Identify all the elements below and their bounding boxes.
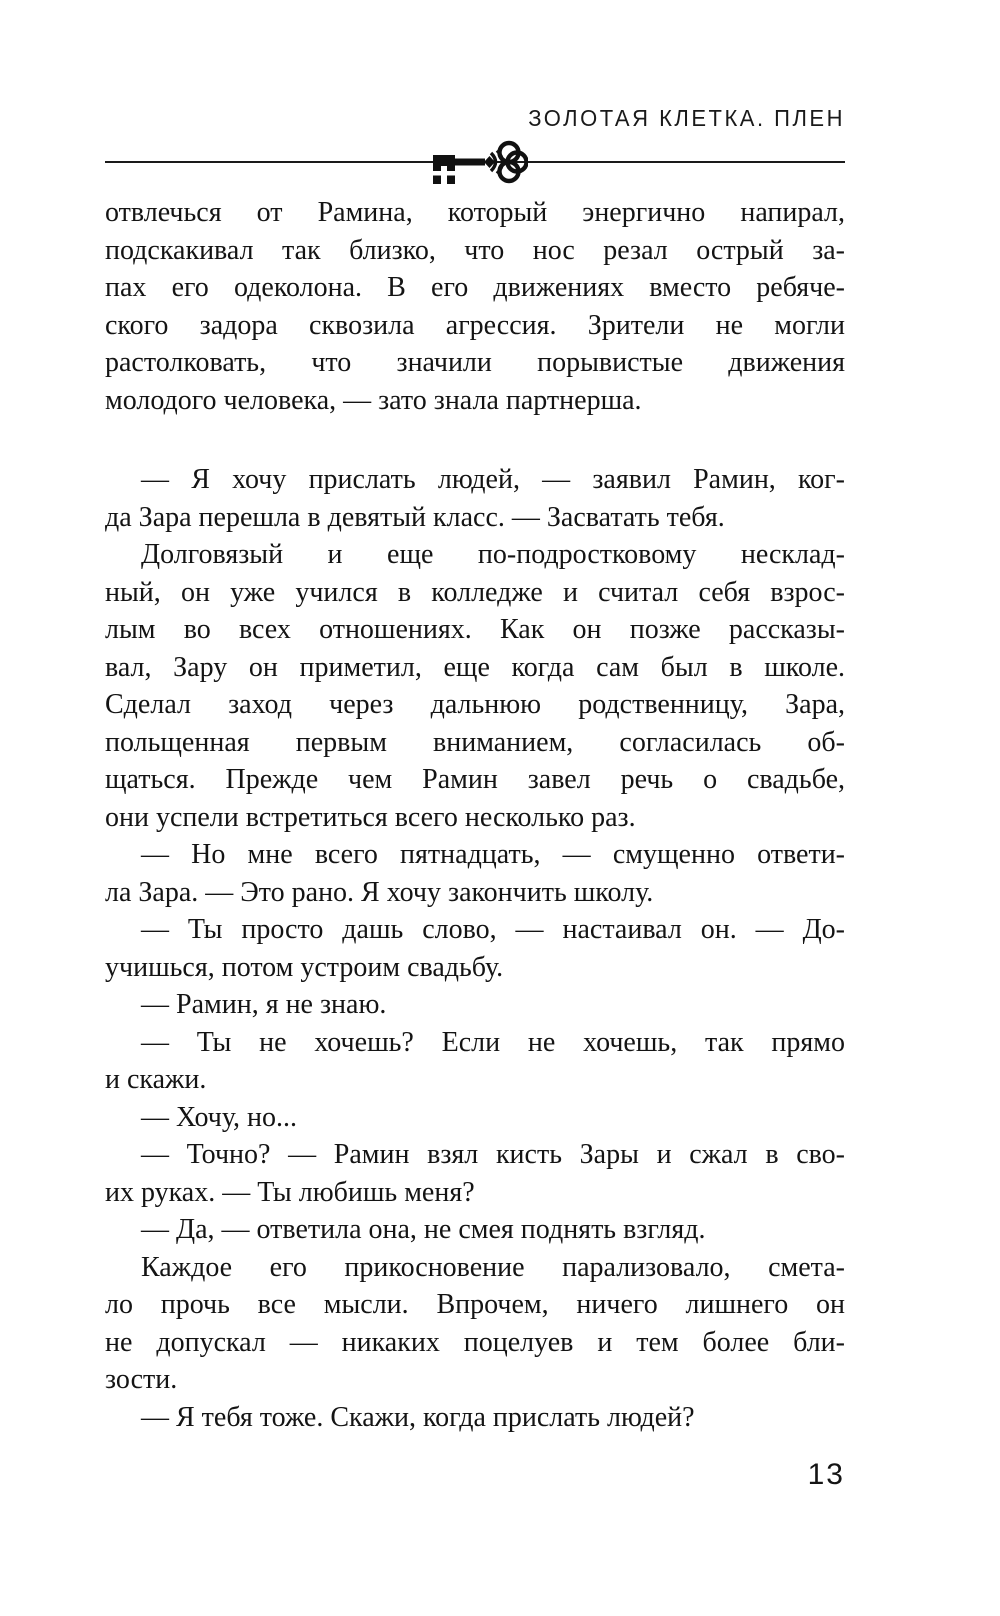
text-line: подскакивал так близко, что нос резал острый за-	[105, 234, 845, 266]
text-line: учишься, потом устроим свадьбу.	[105, 951, 504, 983]
text-line: Долговязый и еще по-подростковому несклад-	[141, 539, 845, 570]
text-line: растолковать, что значили порывистые движения	[105, 347, 845, 378]
text-line: лым во всех отношениях. Как он позже рассказы-	[105, 614, 845, 645]
key-icon	[428, 139, 528, 187]
text-line: ло прочь все мысли. Впрочем, ничего лишнего он	[105, 1289, 845, 1320]
paragraph	[105, 1399, 845, 1437]
text-line: вал, Зару он приметил, еще когда сам был в школе.	[105, 651, 845, 683]
text-line: пах его одеколона. В его движениях вместо ребяче-	[105, 272, 845, 303]
text-line: — Ты не хочешь? Если не хочешь, так прямо	[141, 1026, 845, 1058]
text-line: да Зара перешла в девятый класс. — Засватать тебя.	[105, 501, 725, 533]
paragraph	[105, 1099, 845, 1137]
text-line: их руках. — Ты любишь меня?	[105, 1176, 475, 1208]
text-line: — Я хочу прислать людей, — заявил Рамин, ког-	[141, 464, 845, 495]
running-header-title: ЗОЛОТАЯ КЛЕТКА. ПЛЕН	[528, 105, 845, 132]
scene-break	[105, 419, 845, 461]
text-line: — Рамин, я не знаю.	[141, 989, 387, 1020]
text-line: не допускал — никаких поцелуев и тем более бли-	[105, 1326, 845, 1358]
text-line: щаться. Прежде чем Рамин завел речь о свадьбе,	[105, 764, 845, 795]
text-line: — Точно? — Рамин взял кисть Зары и сжал в сво-	[141, 1139, 845, 1170]
paragraph	[105, 536, 845, 836]
page-number: 13	[807, 1458, 845, 1491]
text-line: польщенная первым вниманием, согласилась об-	[105, 726, 845, 758]
text-line: ла Зара. — Это рано. Я хочу закончить школу.	[105, 876, 654, 908]
paragraph	[105, 461, 845, 536]
text-line: они успели встретиться всего несколько раз.	[105, 801, 636, 833]
page-body	[105, 194, 845, 1436]
paragraph	[105, 1136, 845, 1211]
text-line: — Ты просто дашь слово, — настаивал он. — До-	[141, 914, 845, 945]
paragraph	[105, 1211, 845, 1249]
text-line: Каждое его прикосновение парализовало, смета-	[141, 1251, 845, 1283]
text-line: — Я тебя тоже. Скажи, когда прислать людей?	[141, 1401, 695, 1433]
text-line: и скажи.	[105, 1064, 207, 1095]
text-line: ского задора сквозила агрессия. Зрители не могли	[105, 309, 845, 341]
text-line: Сделал заход через дальнюю родственницу, Зара,	[105, 689, 845, 720]
paragraph	[105, 986, 845, 1024]
paragraph	[105, 836, 845, 911]
text-line: — Но мне всего пятнадцать, — смущенно ответи-	[141, 839, 845, 870]
paragraph	[105, 1249, 845, 1399]
text-line: — Да, — ответила она, не смея поднять взгляд.	[141, 1214, 706, 1245]
paragraph	[105, 911, 845, 986]
paragraph	[105, 1024, 845, 1099]
text-line: — Хочу, но...	[141, 1101, 297, 1133]
paragraph	[105, 194, 845, 419]
text-line: ный, он уже учился в колледже и считал себя взрос-	[105, 576, 845, 608]
text-line: отвлечься от Рамина, который энергично напирал,	[105, 197, 845, 228]
text-line: молодого человека, — зато знала партнерша.	[105, 384, 642, 416]
text-line: зости.	[105, 1364, 178, 1395]
